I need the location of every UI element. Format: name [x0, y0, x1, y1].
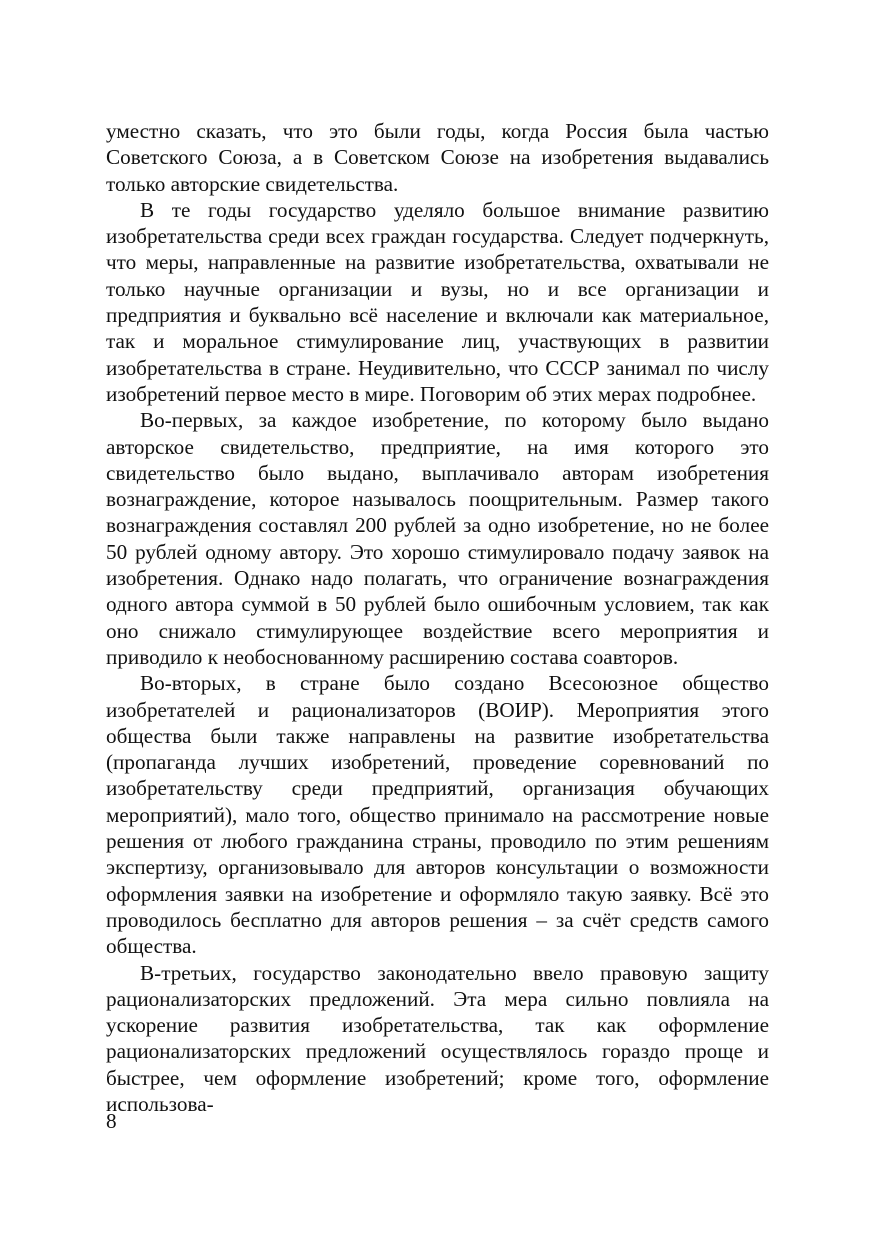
paragraph-second-measure: Во-вторых, в стране было создано Всесоюзное общество изобретателей и рационализаторов (ВОИР). Мероприятия этого общества были также направлены на развитие изобретательства (пропаганда лучших изобретений, проведение соревнований по изобретательству среди предприятий, организация обучающих мероприятий), мало того, общество принимало на рассмотрение новые решения от любого гражданина страны, проводило по этим решениям экспертизу, организовывало для авторов консультации о возможности оформления заявки на изобретение и оформляло такую заявку. Всё это проводилось бесплатно для авторов решения – за счёт средств самого общества. [106, 671, 769, 959]
page-number: 8 [106, 1109, 117, 1133]
body-text [106, 118, 769, 1117]
paragraph-state-attention: В те годы государство уделяло большое внимание развитию изобретательства среди всех граждан государства. Следует подчеркнуть, что меры, направленные на развитие изобретательства, охватывали не только научные организации и вузы, но и все организации и предприятия и буквально всё население и включали как материальное, так и моральное стимулирование лиц, участвующих в развитии изобретательства в стране. Неудивительно, что СССР занимал по числу изобретений первое место в мире. Поговорим об этих мерах подробнее. [106, 197, 769, 406]
paragraph-continuation: уместно сказать, что это были годы, когда Россия была частью Советского Союза, а в Советском Союзе на изобретения выдавались только авторские свидетельства. [106, 119, 769, 196]
paragraph-first-measure: Во-первых, за каждое изобретение, по которому было выдано авторское свидетельство, предприятие, на имя которого это свидетельство было выдано, выплачивало авторам изобретения вознаграждение, которое называлось поощрительным. Размер такого вознаграждения составлял 200 рублей за одно изобретение, но не более 50 рублей одному автору. Это хорошо стимулировало подачу заявок на изобретения. Однако надо полагать, что ограничение вознаграждения одного автора суммой в 50 рублей было ошибочным условием, так как оно снижало стимулирующее воздействие всего мероприятия и приводило к необоснованному расширению состава соавторов. [106, 408, 769, 669]
paragraph-third-measure: В-третьих, государство законодательно ввело правовую защиту рационализаторских предложений. Эта мера сильно повлияла на ускорение развития изобретательства, так как оформление рационализаторских предложений осуществлялось гораздо проще и быстрее, чем оформление изобретений; кроме того, оформление использова- [106, 960, 769, 1116]
